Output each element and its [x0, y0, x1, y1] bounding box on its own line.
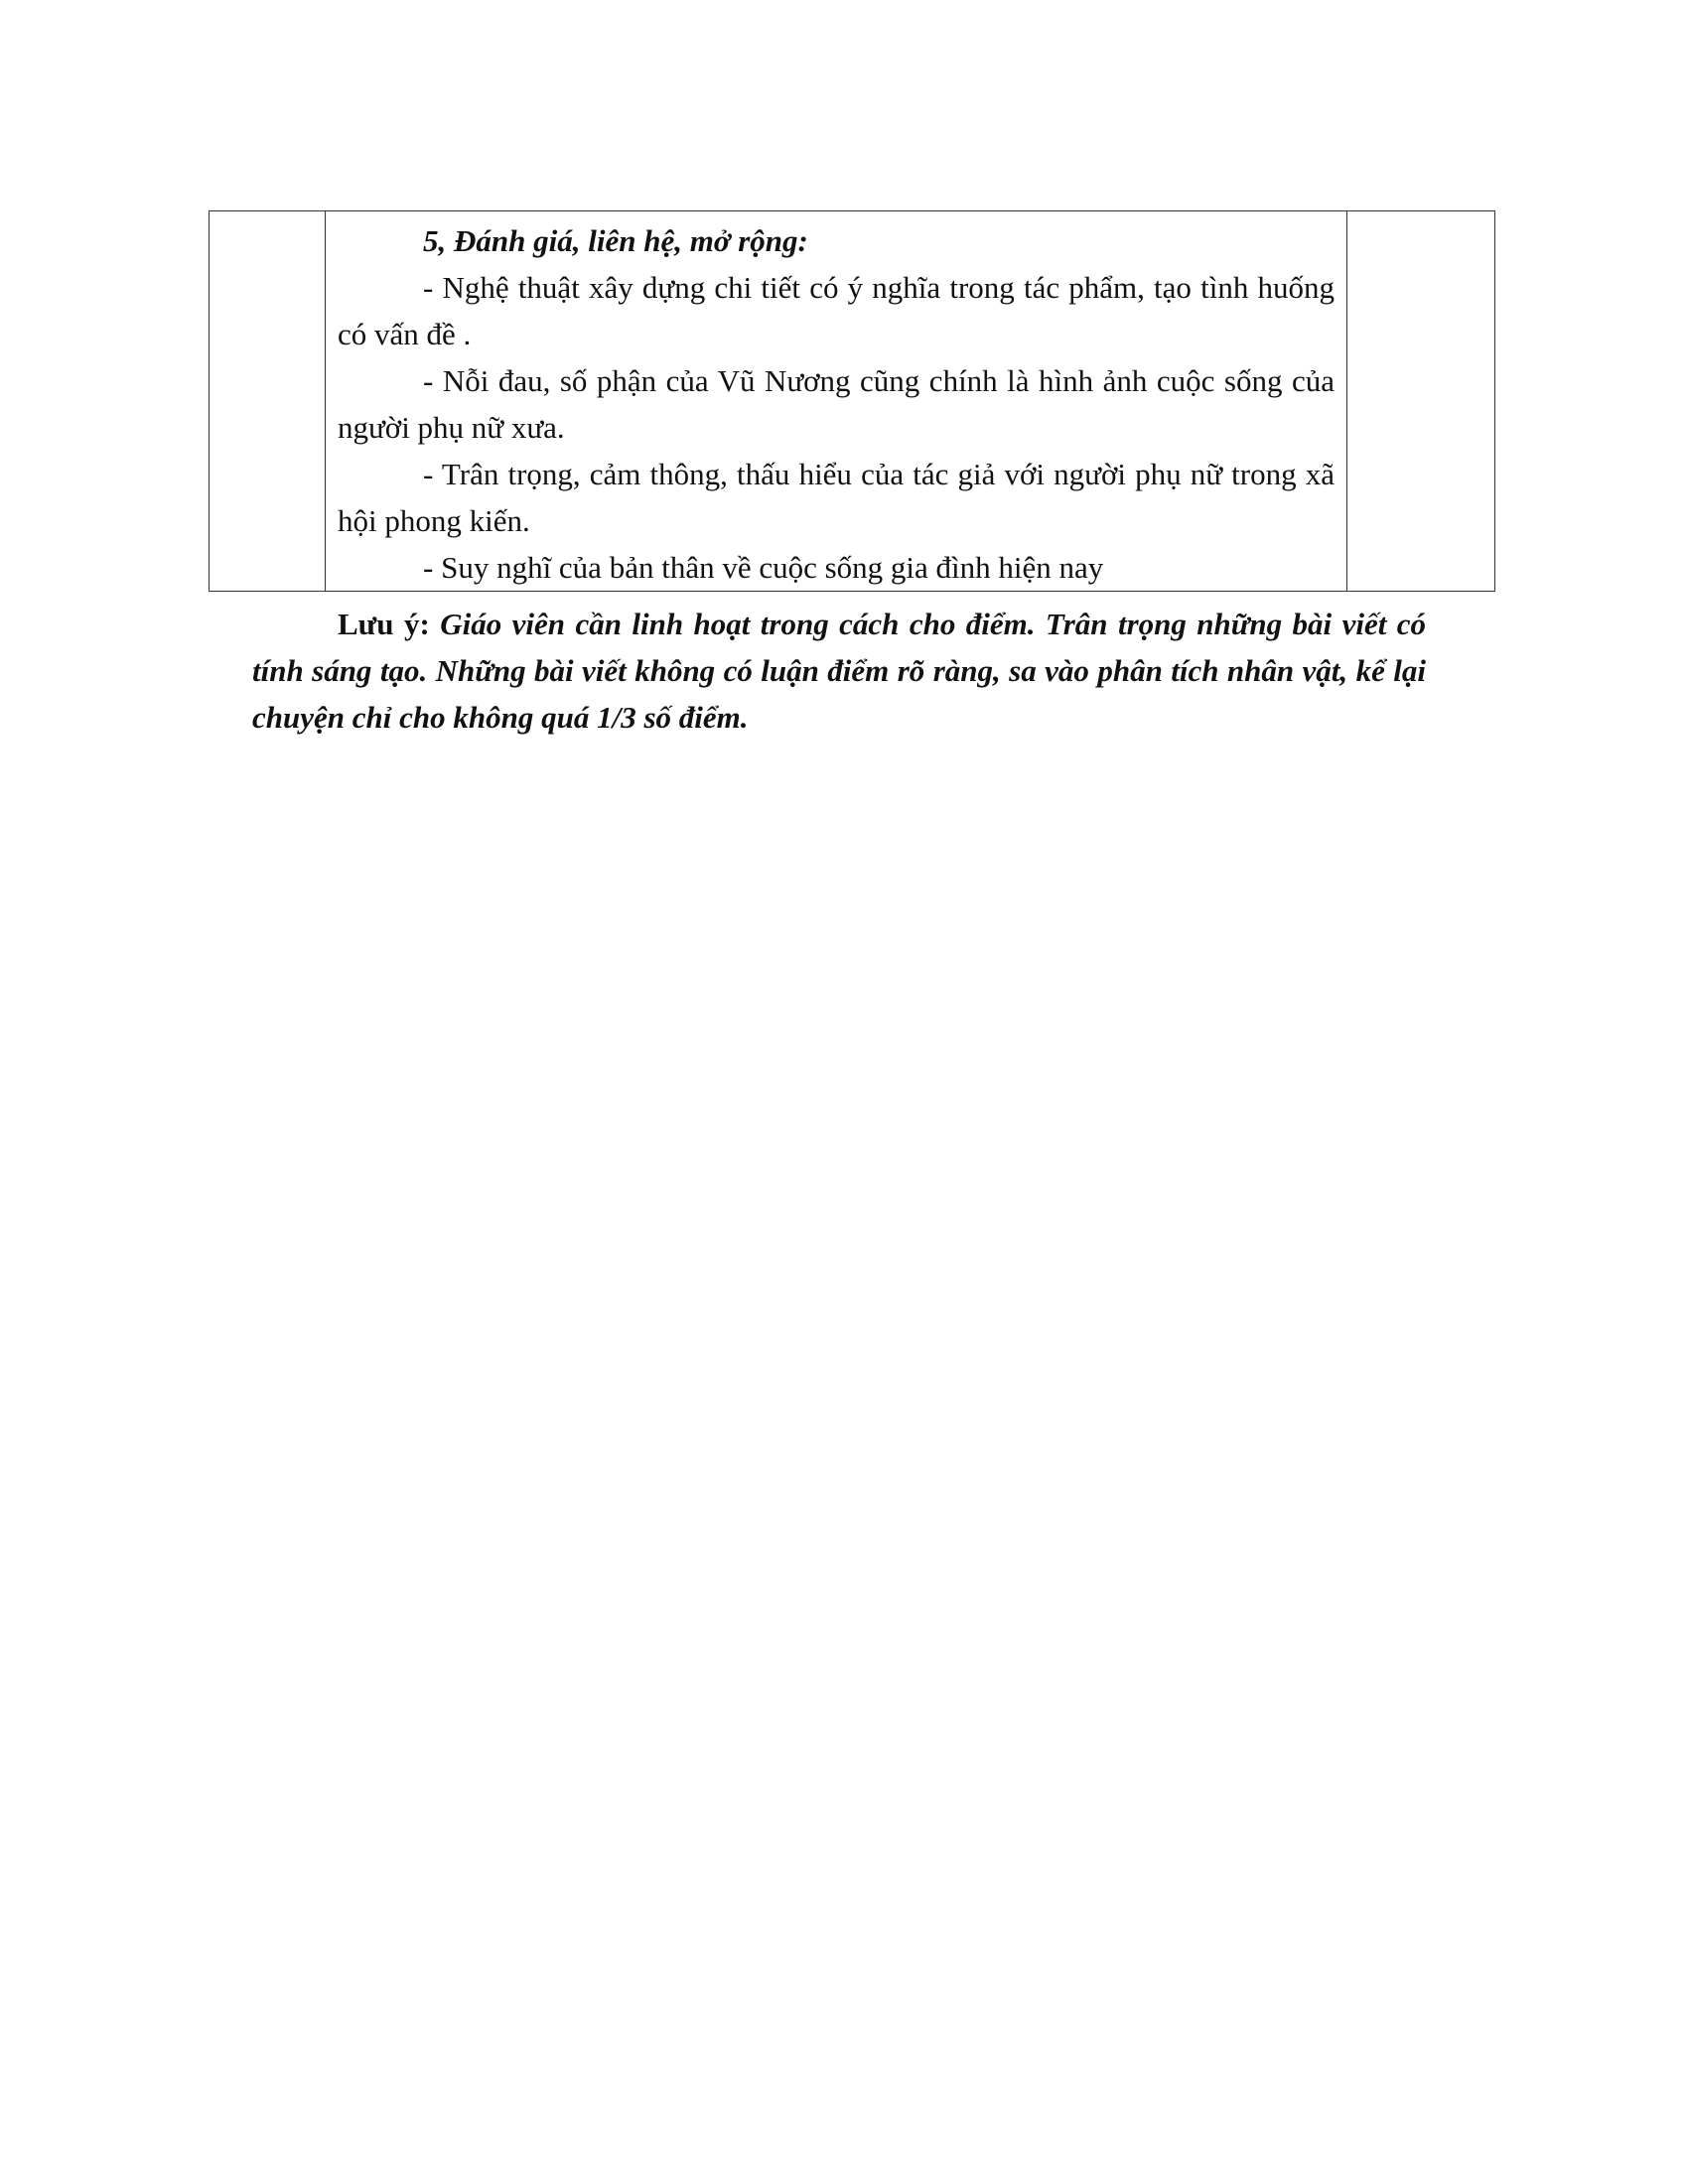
section-heading: 5, Đánh giá, liên hệ, mở rộng:: [423, 223, 808, 258]
table-cell-content: [326, 211, 1347, 592]
list-item: - Suy nghĩ của bản thân về cuộc sống gia đình hiện nay: [423, 550, 1104, 585]
table-cell-left: [210, 211, 326, 592]
note-label: Lưu ý:: [338, 607, 430, 641]
list-item: - Trân trọng, cảm thông, thấu hiểu của tác giả với người phụ nữ trong xã hội phong kiến.: [338, 457, 1335, 538]
note-paragraph: [252, 601, 1426, 741]
list-item: - Nghệ thuật xây dựng chi tiết có ý nghĩa trong tác phẩm, tạo tình huống có vấn đề .: [338, 270, 1335, 351]
note-text: Giáo viên cần linh hoạt trong cách cho điểm. Trân trọng những bài viết có tính sáng tạo. Những bài viết không có luận điểm rõ ràng, sa vào phân tích nhân vật, kể lại chuyện chỉ cho không quá 1/3 số điểm.: [252, 607, 1427, 735]
table-row: [210, 211, 1495, 592]
table-cell-score: [1347, 211, 1495, 592]
list-item: - Nỗi đau, số phận của Vũ Nương cũng chính là hình ảnh cuộc sống của người phụ nữ xưa.: [338, 363, 1335, 445]
grading-table: [209, 210, 1495, 592]
